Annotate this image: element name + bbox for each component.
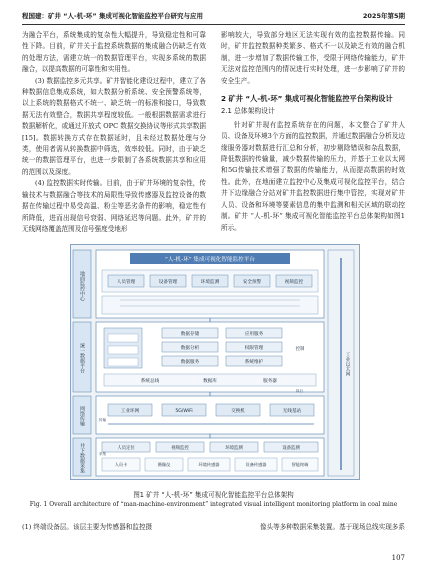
device-label: 人员卡 (114, 462, 128, 467)
service-label: 数据服务 (180, 360, 200, 365)
left-paragraph: (3) 数据监控多元共享。矿井智能化建设过程中，建立了各种数据信息集成系统，如大数据分析系统、安全预警系统等，以上系统的数据格式不统一、缺乏统一的标准和接口，导致数据无法有效整合，数据共享程度较低。一般根据数据需求进行数据解析化，或通过开放式 OPC 数据交换协议等形式共享数据[15]。数据转换方式存在数据延时，且未经过数据处理与分类，使用者需从转换数据中筛选，效率较低。同时，由于缺乏统一的数据管理平台，也进一步限制了各系统数据共享和应用的范围以及深度。 (22, 76, 206, 176)
left-paragraph: (4) 监控数据实时传输。目前，由于矿井环境的复杂性，传输技术与数据融合等技术的局限性导致传感器及监控设备的数据在传输过程中易受高温、粉尘等恶劣条件的影响，稳定性有所降低，进而出现信号衰弱、网络延迟等问题。此外，矿井的无线网络覆盖范围及信号强度受地形 (22, 179, 206, 233)
service-label: 系统维护 (244, 360, 264, 365)
side-label: 传输 (99, 418, 107, 422)
figure-caption-en: Fig. 1 Overall architecture of “man-machine-environment” integrated visual intelligent monitoring platform in coal mine (29, 501, 398, 508)
collect-row1 (102, 442, 318, 452)
service-label: 应用服务 (244, 332, 264, 337)
service-label: 数据分析 (180, 346, 200, 351)
platform-title: “人-机-环” 集成可视化智能监控平台 (165, 256, 255, 263)
app-label: 环境监测 (200, 280, 220, 285)
network-label: 工业环网 (120, 409, 140, 414)
left-column (22, 30, 206, 235)
app-boxes (108, 275, 312, 287)
right-paragraph-top: 影响较大，导致部分地区无法实现有效的监控数据传输。同时，矿井监控数据种类繁多、格式不一以及缺乏有效的融合机制，进一步增加了数据传输工作，受限于网络传输能力，矿井无法对监控范围内的情况进行实时处理，进一步影响了矿井的安全生产。 (221, 31, 405, 85)
device-label: 环境传感器 (198, 462, 220, 467)
layer-label: 地面监控中心 (79, 271, 85, 301)
right-paragraph-body: 针对矿井现有监控系统存在的问题，本文整合了矿井人员、设备及环境3个方面的监控数据，并通过数据融合分析及边缘服务器对数据进行汇总和分析，初步剔除错误和杂乱数据，降低数据的传输量，减少数据传输的压力，并基于工业以太网和5G传输技术增强了数据的传输能力，从而提高数据的时效性。此外，在地面建立监控中心及集成可视化监控平台，结合井下边缘融合分站对矿井监控数据进行集中管控，实现对矿井人员、设备和环境等要素信息的集中监测和相关区域的联动控制。矿井 “人-机-环” 集成可视化智能监控平台总体架构如图1所示。 (221, 120, 405, 232)
app-label: 视频监控 (284, 280, 304, 285)
network-label: 交换机 (231, 409, 245, 414)
app-label: 设备管理 (158, 280, 178, 285)
collect-label: 环境监测 (225, 446, 243, 451)
network-label: 无线基站 (282, 409, 302, 414)
header-rule (22, 24, 405, 25)
bus-label: 系统总线 (140, 379, 160, 384)
ethernet-label: 工业以太网 (344, 352, 350, 376)
bus-label: 服务器 (263, 379, 277, 384)
architecture-figure (70, 244, 360, 480)
side-label: 控制 (295, 347, 305, 352)
app-label: 安全预警 (242, 280, 262, 285)
collect-label: 视频监控 (171, 446, 189, 451)
device-label: 智能终端 (291, 462, 309, 467)
device-label: 设备传感器 (245, 462, 267, 467)
section-heading: 2 矿井 “人-机-环” 集成可视化智能监控平台架构设计 (221, 94, 393, 104)
bottom-right-text: 像头等多种数据采集装置。基于现场总线实现多系 (259, 523, 405, 531)
collect-label: 人员定位 (117, 446, 135, 451)
bottom-left-text: (1) 终端设备层。该层主要为传感器和监控摄 (22, 523, 153, 531)
side-label: 执行 (296, 389, 304, 393)
network-label: 5G/WiFi (175, 409, 193, 414)
collect-row2 (102, 458, 318, 471)
bottom-text (22, 521, 405, 531)
layer-label: 网络传输 (79, 406, 85, 426)
figure-caption-cn: 图1 矿井 “人-机-环” 集成可视化智能监控平台总体架构 (133, 491, 294, 499)
service-label: 数据存储 (180, 332, 200, 337)
subsection-heading: 2.1 总体架构设计 (221, 107, 275, 116)
page-number: 107 (391, 554, 405, 562)
device-label: 摄像仪 (157, 462, 171, 467)
left-paragraph: 为融合平台，系统集成的复杂性大幅提升，导致稳定性和可靠性下降。目前，矿井关于监控系统数据的集成融合仍缺乏有效的处理方法，需建立统一的数据管理平台，实现多系统的数据融合，以提高数据的可靠性和实用性。 (22, 31, 206, 74)
header-right: 2025年第5期 (362, 11, 405, 20)
layer-label: 统一数据平台 (79, 343, 85, 373)
app-label: 人员管理 (116, 280, 136, 285)
layer-label: 井下数据采集 (79, 443, 85, 473)
side-label: 采集 (99, 452, 107, 456)
header-left: 程国建：矿井 “人-机-环” 集成可视化智能监控平台研究与应用 (22, 11, 203, 20)
running-header (22, 8, 405, 22)
service-label: 权限管理 (244, 346, 264, 351)
right-column (221, 30, 405, 234)
bus-label: 数据库 (203, 379, 217, 384)
collect-label: 设备监测 (282, 446, 300, 451)
